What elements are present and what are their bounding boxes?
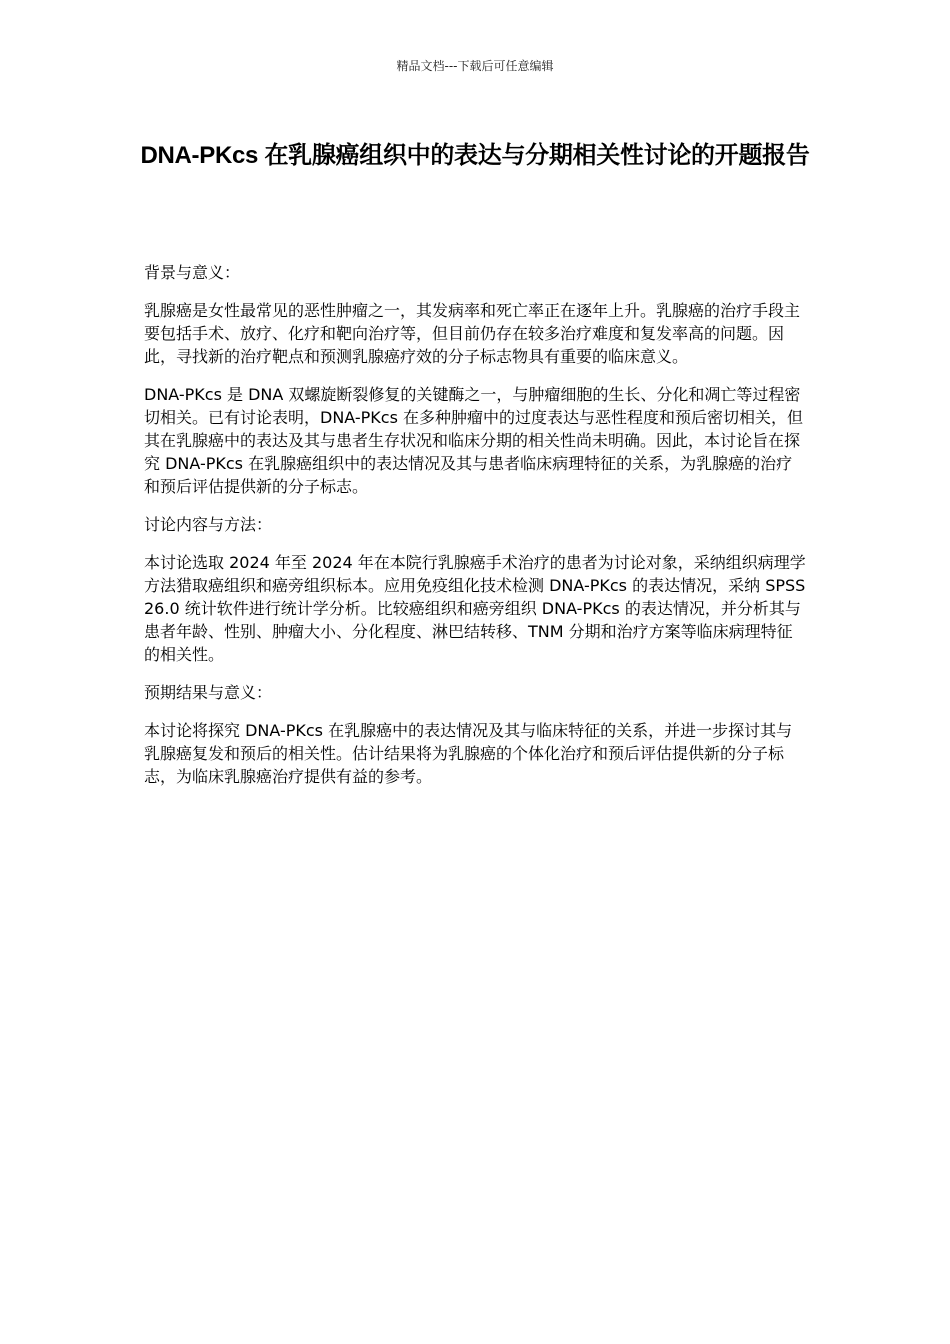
paragraph-background-1: 乳腺癌是女性最常见的恶性肿瘤之一，其发病率和死亡率正在逐年上升。乳腺癌的治疗手段主要包括手术、放疗、化疗和靶向治疗等，但目前仍存在较多治疗难度和复发率高的问题。因此，寻找新的治疗靶点和预测乳腺癌疗效的分子标志物具有重要的临床意义。 [144,301,801,366]
document-body [144,261,808,803]
paragraph-methods-1: 本讨论选取 2024 年至 2024 年在本院行乳腺癌手术治疗的患者为讨论对象，采纳组织病理学方法猎取癌组织和癌旁组织标本。应用免疫组化技术检测 DNA-PKcs 的表达情况，采纳 SPSS 26.0 统计软件进行统计学分析。比较癌组织和癌旁组织 DNA-PKcs 的表达情况，并分析其与患者年龄、性别、肿瘤大小、分化程度、淋巴结转移、TNM 分期和治疗方案等临床病理特征的相关性。 [144,553,806,664]
paragraph-background-2: DNA-PKcs 是 DNA 双螺旋断裂修复的关键酶之一，与肿瘤细胞的生长、分化和凋亡等过程密切相关。已有讨论表明，DNA-PKcs 在多种肿瘤中的过度表达与恶性程度和预后密切相关，但其在乳腺癌中的表达及其与患者生存状况和临床分期的相关性尚未明确。因此，本讨论旨在探究 DNA-PKcs 在乳腺癌组织中的表达情况及其与患者临床病理特征的关系，为乳腺癌的治疗和预后评估提供新的分子标志。 [144,385,804,496]
section-heading-expected-results: 预期结果与意义： [144,683,273,702]
paragraph-expected-results-1: 本讨论将探究 DNA-PKcs 在乳腺癌中的表达情况及其与临床特征的关系，并进一步探讨其与乳腺癌复发和预后的相关性。估计结果将为乳腺癌的个体化治疗和预后评估提供新的分子标志，为临床乳腺癌治疗提供有益的参考。 [144,721,793,786]
document-title: DNA-PKcs 在乳腺癌组织中的表达与分期相关性讨论的开题报告 [140,142,810,169]
section-heading-background: 背景与意义： [144,263,241,282]
section-heading-methods: 讨论内容与方法： [144,515,273,534]
header-note: 精品文档---下载后可任意编辑 [396,59,554,73]
